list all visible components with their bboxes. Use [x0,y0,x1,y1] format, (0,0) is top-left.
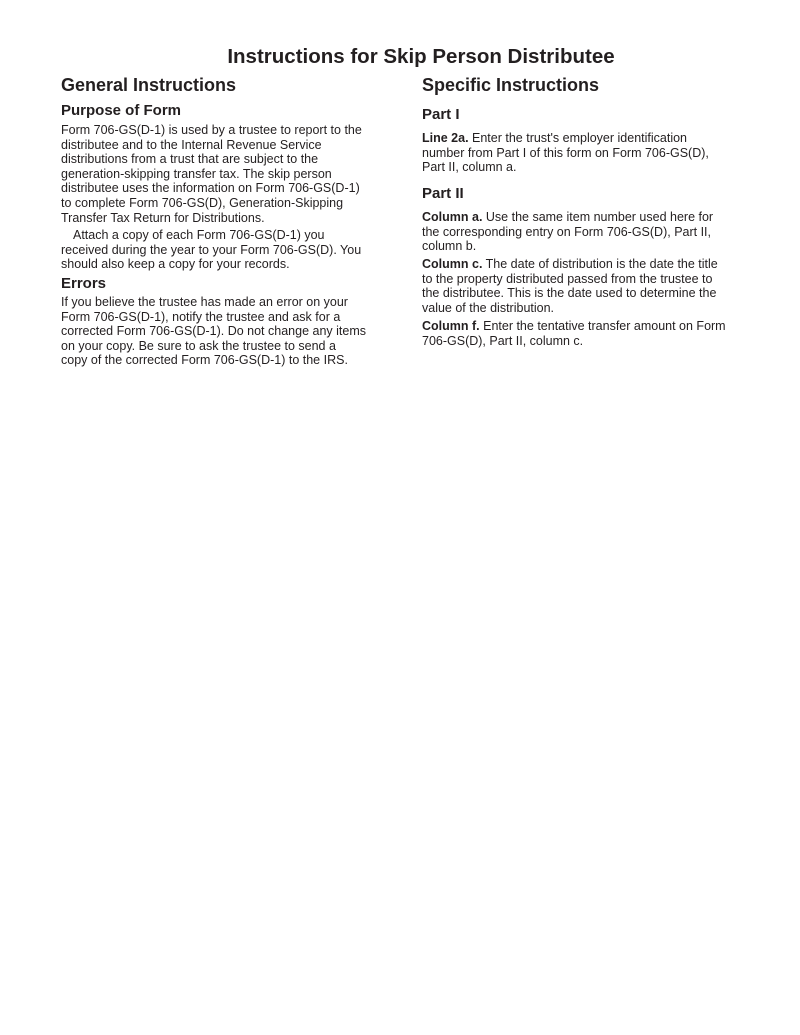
text-line: Part II, column a. [422,160,517,175]
text-line: number from Part I of this form on Form 706-GS(D), [422,145,709,160]
column-a-label: Column a. [422,210,483,224]
line-2a-label: Line 2a. [422,131,469,145]
specific-instructions-heading: Specific Instructions [422,75,600,95]
errors-heading: Errors [61,275,107,292]
page-title: Instructions for Skip Person Distributee [227,45,615,68]
text-line: the distributee. This is the date used to determine the [422,286,717,301]
text-line: should also keep a copy for your records. [61,257,290,272]
text-line: the corresponding entry on Form 706-GS(D), Part II, [422,224,712,239]
text-line: If you believe the trustee has made an error on your [61,295,348,309]
part-1-heading: Part I [422,106,460,123]
text-line: distributions from a trust that are subject to the [61,152,319,167]
column-f-paragraph [422,319,726,348]
column-c-label: Column c. [422,257,483,271]
text-line: corrected Form 706-GS(D-1). Do not change any items [61,324,366,339]
text-line: 706-GS(D), Part II, column c. [422,333,584,348]
purpose-of-form-heading: Purpose of Form [61,102,182,119]
column-f-label: Column f. [422,319,480,333]
column-a-paragraph [422,210,713,254]
text-line: column b. [422,239,477,254]
text-line: received during the year to your Form 706-GS(D). You [61,242,362,257]
line-2a-paragraph [422,131,709,175]
text-line: Transfer Tax Return for Distributions. [61,210,265,225]
text-line: value of the distribution. [422,300,555,315]
text-line: distributee and to the Internal Revenue Service [61,137,322,152]
text-line: to complete Form 706-GS(D), Generation-Skipping [61,195,344,210]
text-line: Form 706-GS(D-1), notify the trustee and ask for a [61,309,341,324]
text-line: Use the same item number used here for [482,210,714,224]
purpose-paragraph-1 [61,123,362,225]
general-instructions-heading: General Instructions [61,75,237,95]
text-line: Enter the tentative transfer amount on Form [479,319,726,333]
text-line: Attach a copy of each Form 706-GS(D-1) you [73,228,325,242]
text-line: distributee uses the information on Form 706-GS(D-1) [61,181,360,196]
text-line: Enter the trust's employer identification [468,131,688,145]
text-line: copy of the corrected Form 706-GS(D-1) to the IRS. [61,353,348,368]
column-c-paragraph [422,257,718,315]
text-line: to the property distributed passed from the trustee to [422,271,713,286]
part-2-heading: Part II [422,185,464,202]
text-line: on your copy. Be sure to ask the trustee to send a [61,338,336,353]
text-line: generation-skipping transfer tax. The skip person [61,166,332,181]
purpose-paragraph-2 [61,228,361,272]
errors-paragraph [61,295,366,368]
text-line: Form 706-GS(D-1) is used by a trustee to report to the [61,123,362,137]
text-line: The date of distribution is the date the title [482,257,718,271]
